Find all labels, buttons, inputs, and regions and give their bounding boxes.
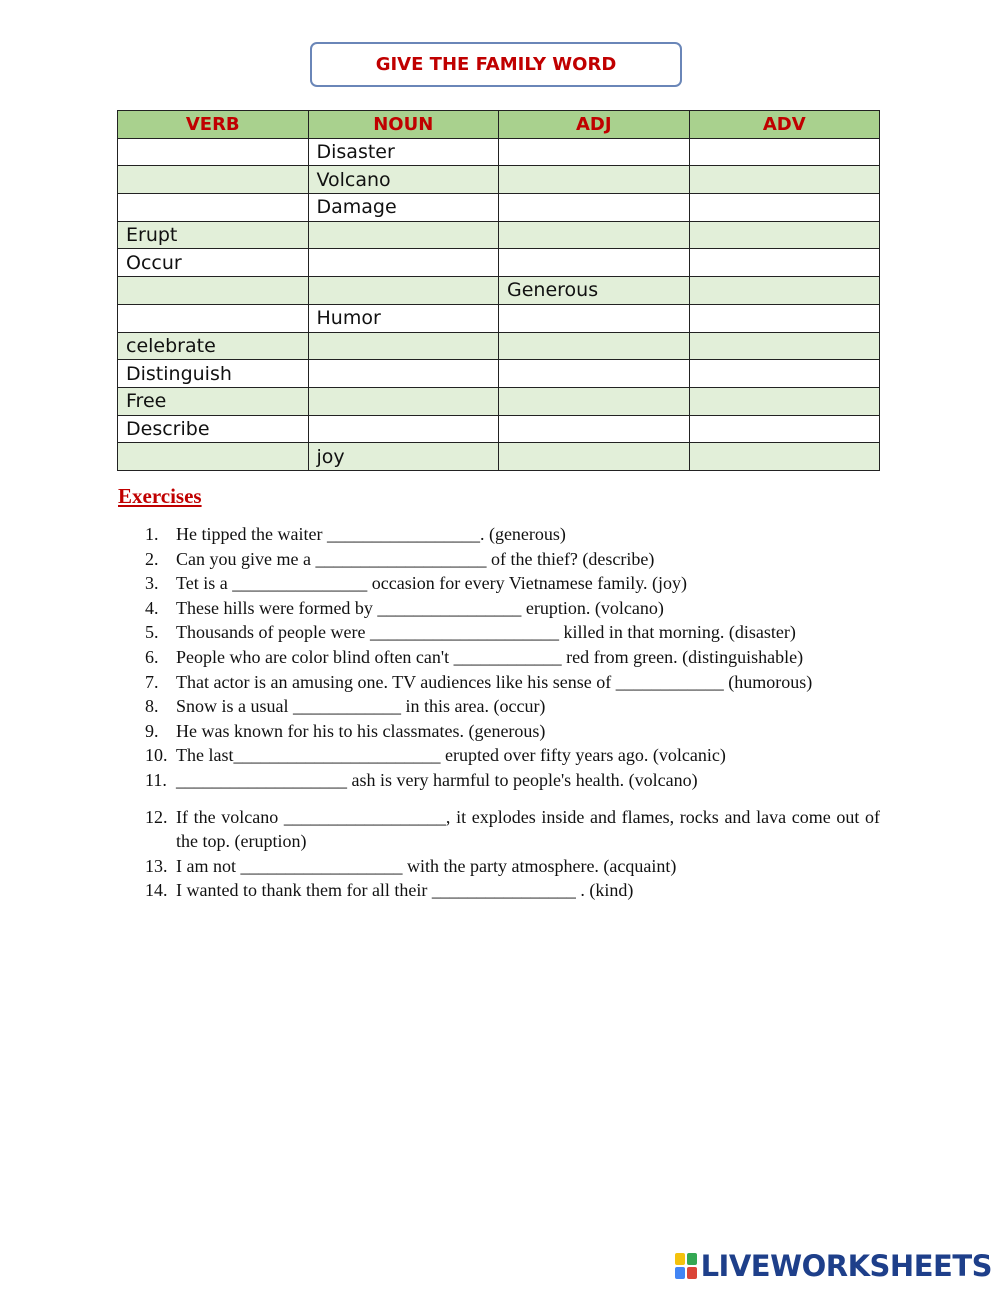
table-cell: Disaster (308, 138, 499, 166)
exercise-item (145, 571, 880, 596)
table-row (118, 166, 880, 194)
answer-cell[interactable] (689, 221, 880, 249)
table-row (118, 221, 880, 249)
exercise-text: These hills were formed by ________________ eruption. (volcano) (176, 597, 664, 618)
answer-cell[interactable] (308, 332, 499, 360)
table-cell: celebrate (118, 332, 309, 360)
table-cell: Describe (118, 415, 309, 443)
exercise-item (145, 522, 880, 547)
answer-cell[interactable] (118, 304, 309, 332)
exercise-number: 4. (145, 597, 159, 618)
answer-cell[interactable] (499, 304, 690, 332)
exercise-text: ___________________ ash is very harmful to people's health. (volcano) (176, 769, 698, 790)
answer-cell[interactable] (308, 360, 499, 388)
exercise-item (145, 694, 880, 719)
exercise-number: 5. (145, 622, 159, 643)
exercises-heading: Exercises (118, 484, 202, 508)
table-row (118, 443, 880, 471)
table-row (118, 277, 880, 305)
answer-cell[interactable] (118, 277, 309, 305)
table-cell: Volcano (308, 166, 499, 194)
logo-text: LIVEWORKSHEETS (700, 1249, 992, 1283)
column-header-adj: ADJ (499, 111, 690, 139)
exercise-number: 10. (145, 745, 168, 766)
table-row (118, 138, 880, 166)
exercise-item (145, 547, 880, 572)
table-cell: Occur (118, 249, 309, 277)
answer-cell[interactable] (499, 166, 690, 194)
answer-cell[interactable] (499, 138, 690, 166)
answer-cell[interactable] (499, 387, 690, 415)
logo-mark-icon (675, 1253, 697, 1279)
answer-cell[interactable] (308, 249, 499, 277)
exercise-number: 9. (145, 720, 159, 741)
answer-cell[interactable] (308, 415, 499, 443)
answer-cell[interactable] (499, 443, 690, 471)
exercise-text: I am not __________________ with the party atmosphere. (acquaint) (176, 855, 677, 876)
exercise-text: People who are color blind often can't ____________ red from green. (distinguishable) (176, 646, 804, 667)
answer-cell[interactable] (689, 166, 880, 194)
exercise-item (145, 596, 880, 621)
answer-cell[interactable] (689, 360, 880, 388)
answer-cell[interactable] (499, 415, 690, 443)
table-cell: joy (308, 443, 499, 471)
exercise-number: 13. (145, 855, 168, 876)
table-row (118, 249, 880, 277)
answer-cell[interactable] (499, 221, 690, 249)
table-row (118, 415, 880, 443)
exercise-item (145, 645, 880, 670)
exercise-text: I wanted to thank them for all their ________________ . (kind) (176, 880, 634, 901)
exercise-text: If the volcano __________________, it explodes inside and flames, rocks and lava come out of the top. (eruption) (176, 806, 880, 852)
exercise-text: Can you give me a ___________________ of the thief? (describe) (176, 548, 655, 569)
word-family-table (117, 110, 880, 471)
answer-cell[interactable] (308, 277, 499, 305)
exercise-number: 11. (145, 769, 167, 790)
exercise-number: 1. (145, 524, 159, 544)
answer-cell[interactable] (689, 194, 880, 222)
table-header-row (118, 111, 880, 139)
answer-cell[interactable] (308, 221, 499, 249)
logo-square (687, 1267, 697, 1279)
exercise-text: Snow is a usual ____________ in this area. (occur) (176, 696, 546, 717)
exercise-item (145, 878, 880, 903)
answer-cell[interactable] (689, 415, 880, 443)
exercise-number: 3. (145, 573, 159, 594)
answer-cell[interactable] (499, 332, 690, 360)
exercise-text: That actor is an amusing one. TV audiences like his sense of ____________ (humorous) (176, 671, 813, 692)
answer-cell[interactable] (118, 166, 309, 194)
table-row (118, 387, 880, 415)
answer-cell[interactable] (118, 443, 309, 471)
answer-cell[interactable] (499, 249, 690, 277)
exercise-text: Tet is a _______________ occasion for every Vietnamese family. (joy) (176, 573, 688, 594)
table-row (118, 194, 880, 222)
exercise-number: 7. (145, 671, 159, 692)
table-row (118, 360, 880, 388)
table-cell: Humor (308, 304, 499, 332)
answer-cell[interactable] (118, 138, 309, 166)
page-title: GIVE THE FAMILY WORD (310, 42, 682, 87)
answer-cell[interactable] (689, 277, 880, 305)
exercise-number: 2. (145, 548, 159, 569)
exercise-number: 8. (145, 696, 159, 717)
exercise-item (145, 743, 880, 768)
answer-cell[interactable] (499, 194, 690, 222)
answer-cell[interactable] (689, 138, 880, 166)
table-cell: Free (118, 387, 309, 415)
logo-square (675, 1253, 685, 1265)
exercise-item (145, 768, 880, 793)
exercise-text: Thousands of people were _____________________ killed in that morning. (disaster) (176, 622, 796, 643)
exercise-item (145, 805, 880, 854)
column-header-noun: NOUN (308, 111, 499, 139)
answer-cell[interactable] (689, 443, 880, 471)
exercise-list (145, 522, 880, 903)
exercise-text: He was known for his to his classmates. (generous) (176, 720, 546, 741)
table-row (118, 304, 880, 332)
answer-cell[interactable] (118, 194, 309, 222)
exercise-number: 14. (145, 880, 168, 901)
exercise-item (145, 719, 880, 744)
answer-cell[interactable] (499, 360, 690, 388)
answer-cell[interactable] (689, 249, 880, 277)
table-cell: Damage (308, 194, 499, 222)
exercise-text: The last_______________________ erupted over fifty years ago. (volcanic) (176, 745, 726, 766)
column-header-adv: ADV (689, 111, 880, 139)
exercise-item (145, 620, 880, 645)
exercise-number: 6. (145, 646, 159, 667)
liveworksheets-logo (675, 1249, 992, 1283)
exercise-item (145, 670, 880, 695)
answer-cell[interactable] (689, 304, 880, 332)
table-row (118, 332, 880, 360)
answer-cell[interactable] (689, 332, 880, 360)
exercise-number: 12. (145, 806, 168, 827)
answer-cell[interactable] (308, 387, 499, 415)
column-header-verb: VERB (118, 111, 309, 139)
logo-square (687, 1253, 697, 1265)
answer-cell[interactable] (689, 387, 880, 415)
table-cell: Distinguish (118, 360, 309, 388)
logo-square (675, 1267, 685, 1279)
table-cell: Erupt (118, 221, 309, 249)
exercise-item (145, 854, 880, 879)
table-cell: Generous (499, 277, 690, 305)
exercise-text: He tipped the waiter _________________. (generous) (176, 524, 566, 544)
